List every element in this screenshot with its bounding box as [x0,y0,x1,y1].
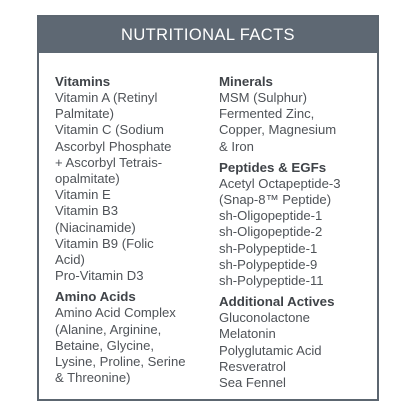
ingredient-line: opalmitate) [55,171,120,187]
ingredient-line: sh-Polypeptide-11 [218,273,324,289]
ingredient-line: Vitamin A (Retinyl [55,90,158,105]
ingredient-line: Fermented Zinc, [218,106,315,122]
ingredient-line: MSM (Sulphur) [218,90,308,105]
ingredient-line: & Threonine) [55,370,131,386]
ingredient-line: Resveratrol [218,358,286,374]
ingredient-line: Gluconolactone [218,310,310,326]
ingredient-line: Melatonin [218,326,276,342]
ingredient-line: Betaine, Glycine, [55,337,154,353]
section-title-minerals: Minerals [218,74,273,89]
ingredient-line: Ascorbyl Phosphate [55,138,172,154]
ingredient-line: Vitamin E [55,187,111,203]
section-vitamins [55,74,219,284]
ingredient-line: sh-Polypeptide-1 [218,240,318,256]
ingredient-line: Vitamin B9 (Folic [55,235,154,251]
ingredient-line: Palmitate) [55,106,114,122]
section-title-additional-actives: Additional Actives [218,294,335,310]
ingredient-line: Acid) [55,252,85,268]
section-additional-actives [219,294,377,391]
ingredient-line: (Alanine, Arginine, [55,321,162,337]
ingredient-line: Pro-Vitamin D3 [55,268,144,284]
ingredient-line: Polyglutamic Acid [218,342,322,358]
ingredient-line: Vitamin C (Sodium [55,122,164,138]
section-peptides-egfs [219,160,377,289]
section-title-vitamins: Vitamins [55,74,111,89]
ingredient-line: sh-Oligopeptide-2 [218,224,323,240]
ingredient-line: Sea Fennel [218,375,286,391]
right-column [219,74,377,396]
section-title-amino-acids: Amino Acids [55,289,136,305]
ingredient-line: Lysine, Proline, Serine [55,354,186,370]
section-title-peptides-egfs: Peptides & EGFs [218,159,327,175]
ingredient-line: Amino Acid Complex [55,305,176,321]
panel-title: NUTRITIONAL FACTS [121,25,295,44]
ingredient-line: Vitamin B3 [55,203,119,219]
panel-header [39,17,377,53]
ingredient-line: + Ascorbyl Tetrais- [55,154,163,170]
ingredient-line: Acetyl Octapeptide-3 [218,175,341,191]
facts-columns [39,53,377,396]
ingredient-line: sh-Polypeptide-9 [218,256,318,272]
section-minerals [219,74,377,155]
ingredient-line: (Niacinamide) [55,219,136,235]
nutritional-facts-panel [37,15,379,401]
ingredient-line: Copper, Magnesium [218,122,337,138]
ingredient-line: sh-Oligopeptide-1 [218,208,323,224]
ingredient-line: (Snap-8™ Peptide) [218,192,332,208]
section-amino-acids [55,289,219,386]
left-column [55,74,219,396]
ingredient-line: & Iron [218,138,254,154]
